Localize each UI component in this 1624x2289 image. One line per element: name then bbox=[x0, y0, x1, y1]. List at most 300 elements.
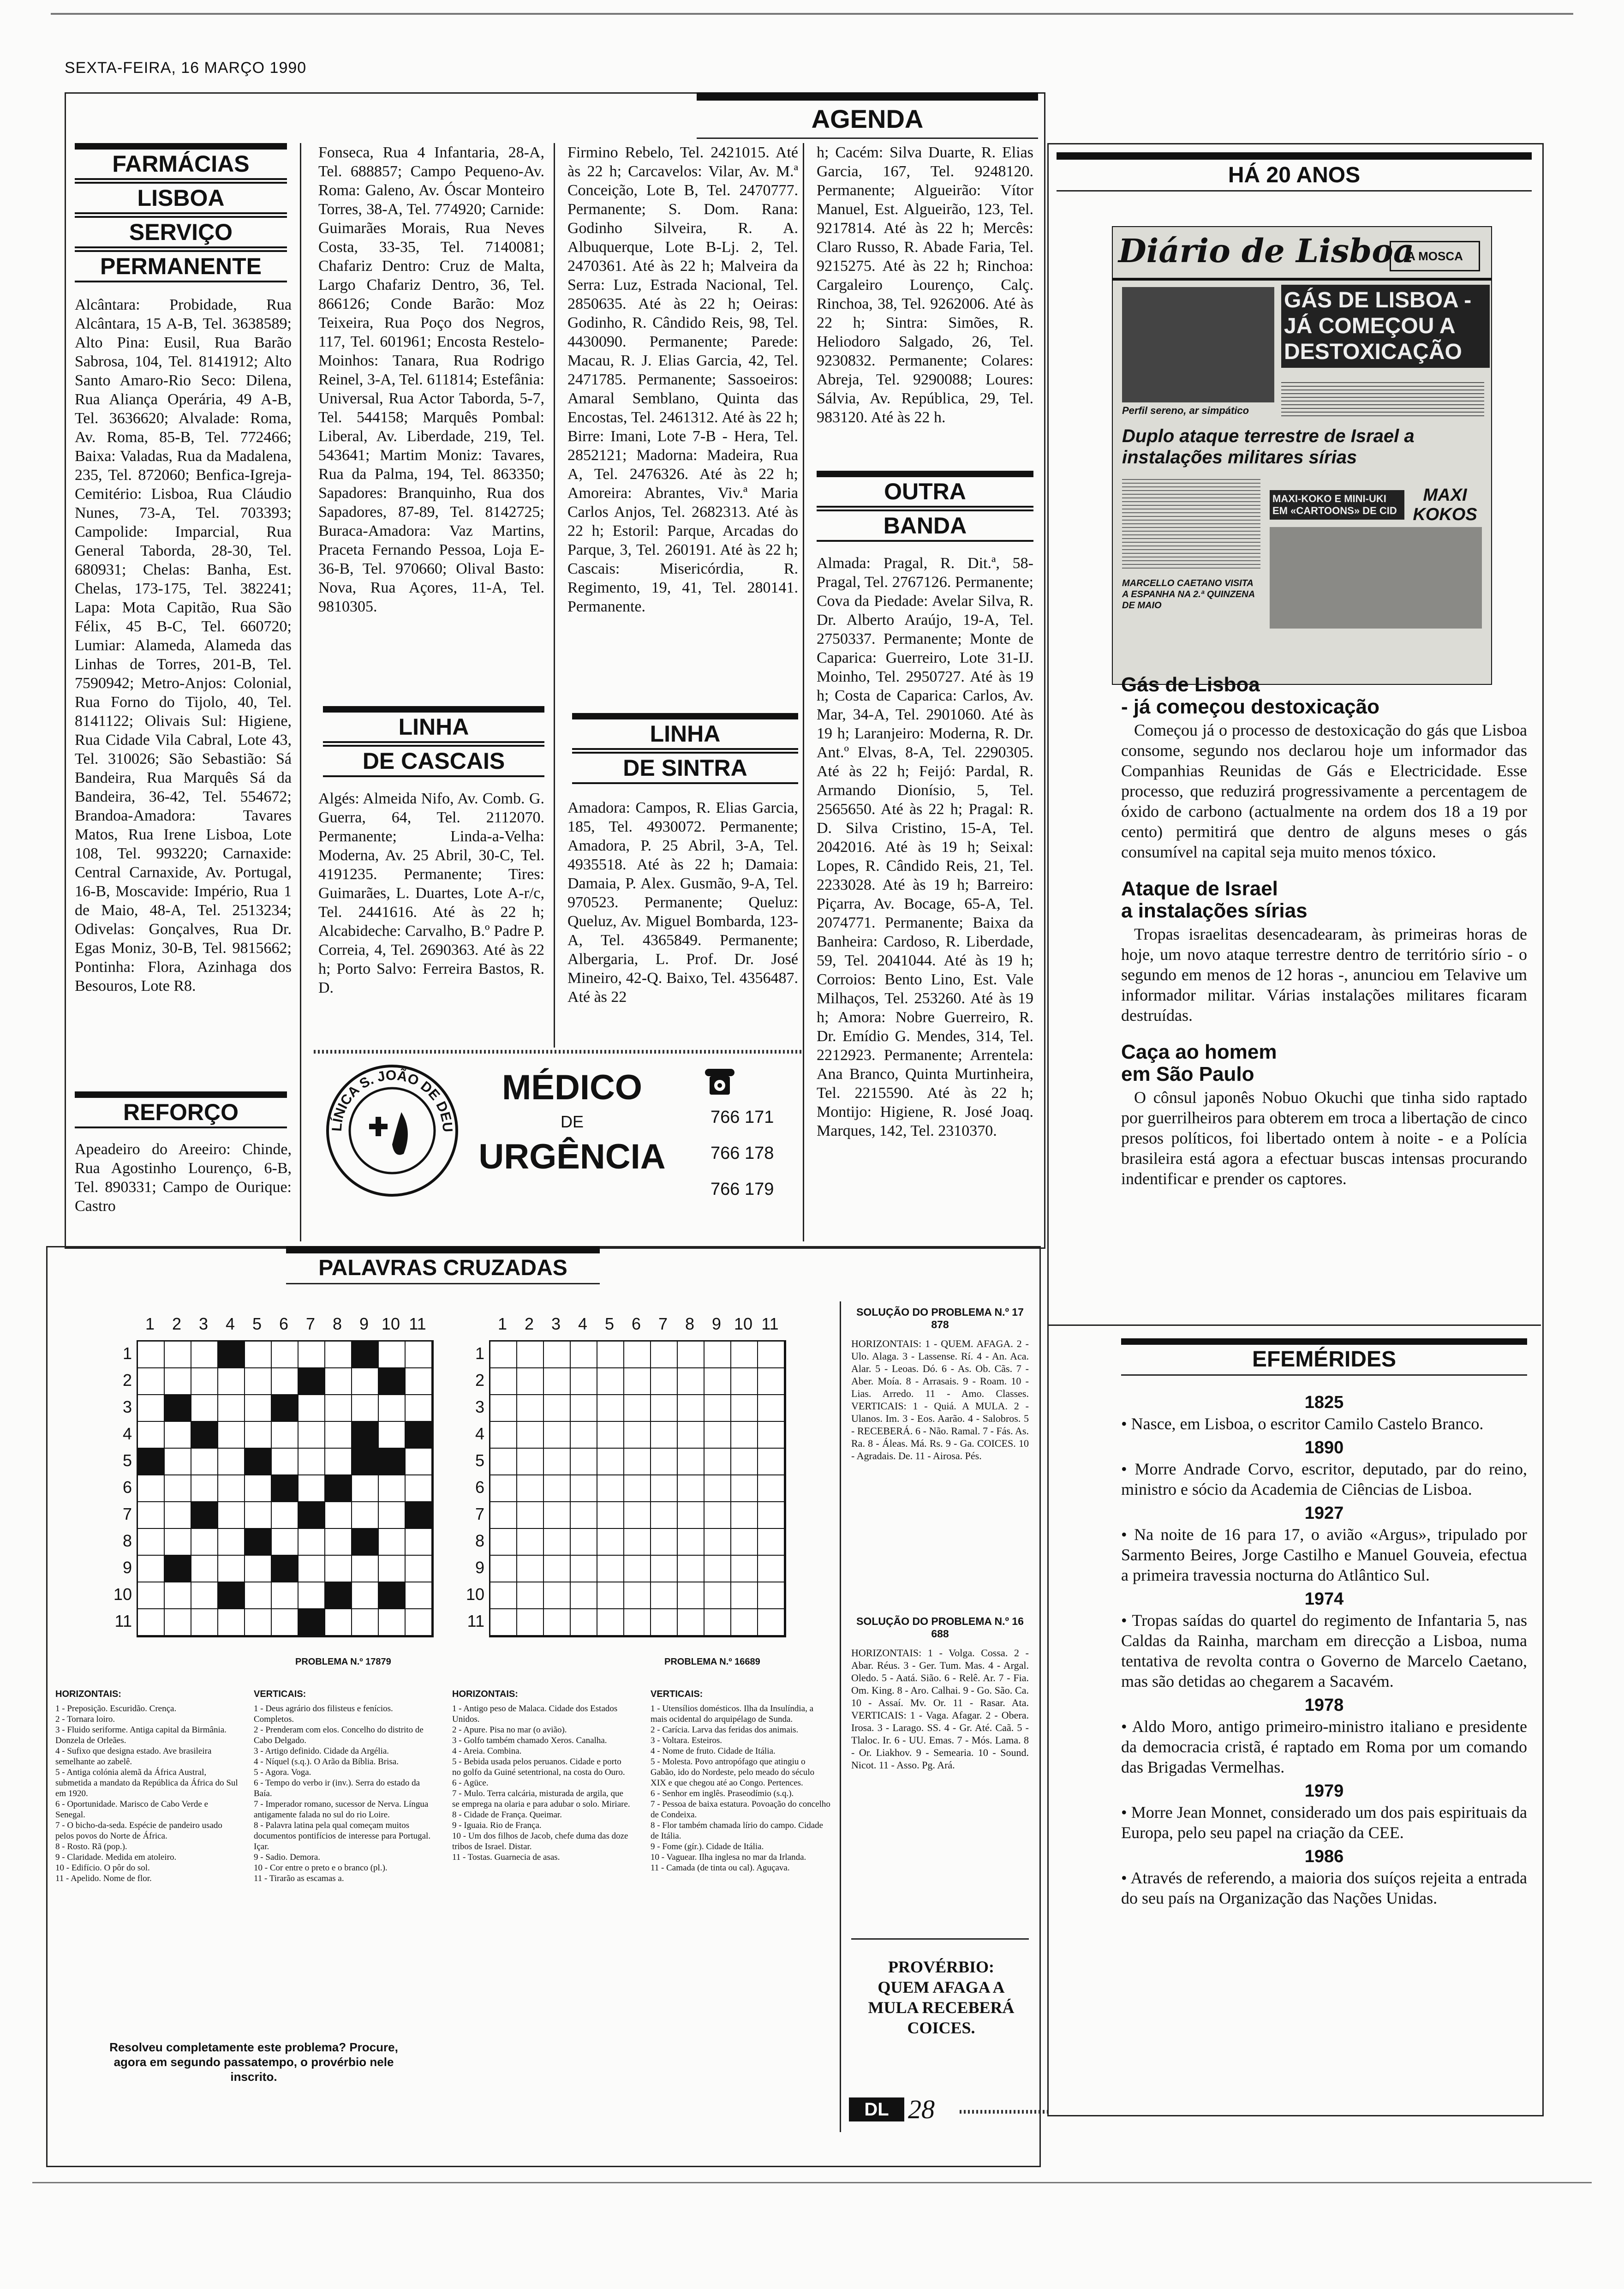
crossword-cell[interactable] bbox=[299, 1395, 325, 1422]
crossword-cell[interactable] bbox=[165, 1529, 191, 1556]
crossword-cell[interactable] bbox=[352, 1582, 379, 1609]
crossword-clue: 1 - Deus agrário dos filisteus e fenícios. Completos. bbox=[254, 1704, 393, 1724]
crossword-cell[interactable] bbox=[299, 1422, 325, 1449]
crossword-cell[interactable] bbox=[165, 1609, 191, 1636]
crossword-cell[interactable] bbox=[218, 1368, 245, 1395]
grid-row-number: 9 bbox=[122, 1558, 132, 1577]
crossword-cell bbox=[218, 1582, 245, 1609]
crossword-cell[interactable] bbox=[218, 1422, 245, 1449]
cascais-header bbox=[323, 706, 544, 779]
crossword-cell[interactable] bbox=[406, 1449, 432, 1475]
crossword-cell[interactable] bbox=[352, 1556, 379, 1582]
crossword-cell[interactable] bbox=[651, 1556, 678, 1582]
crossword-cell[interactable] bbox=[624, 1502, 651, 1529]
crossword-clue: 2 - Apure. Pisa no mar (o avião). bbox=[452, 1725, 567, 1735]
crossword-cell[interactable] bbox=[406, 1609, 432, 1636]
crossword-cell[interactable] bbox=[138, 1342, 165, 1368]
crossword-cell[interactable] bbox=[272, 1609, 299, 1636]
crossword-cell[interactable] bbox=[352, 1395, 379, 1422]
crossword-cell[interactable] bbox=[490, 1582, 517, 1609]
solution-1-title: SOLUÇÃO DO PROBLEMA N.º 17 878 bbox=[856, 1306, 1024, 1330]
efemeride-text: • Através de referendo, a maioria dos suíços rejeita a entrada do seu país na Organização das Nações Unidas. bbox=[1121, 1869, 1527, 1907]
grid-row-number: 2 bbox=[475, 1371, 484, 1390]
crossword-cell[interactable] bbox=[191, 1582, 218, 1609]
crossword-cell[interactable] bbox=[705, 1556, 731, 1582]
crossword-cell[interactable] bbox=[191, 1609, 218, 1636]
crossword-cell[interactable] bbox=[651, 1368, 678, 1395]
crossword-cell[interactable] bbox=[597, 1502, 624, 1529]
crossword-cell[interactable] bbox=[678, 1529, 705, 1556]
crossword-cell[interactable] bbox=[379, 1342, 406, 1368]
crossword-cell[interactable] bbox=[165, 1449, 191, 1475]
sintra-cont: h; Cacém: Silva Duarte, R. Elias Garcia, 167, Tel. 9248120. Permanente; Algueirão: Vítor Manuel, Est. Algueirão, 123, Tel. 9217814. Até às 22 h; Mercês: Claro Russo, R. Abade Faria, Tel. 9215275. Até às 22 h; Rinchoa: Cargaleiro Lourenço, Calç. Rinchoa, 38, Tel. 9262006. Até às 22 h; Sintra: Simões, R. Heliodoro Salgado, 26, Tel. 9230832. Permanente; Colares: Abreja, Tel. 9290088; Loures: Sálvia, Av. República, 29, Tel. 983120. Até às 22 h. bbox=[817, 144, 1033, 426]
crossword-cell[interactable] bbox=[245, 1422, 272, 1449]
crossword-cell[interactable] bbox=[218, 1395, 245, 1422]
grid-row-number: 4 bbox=[475, 1424, 484, 1443]
crossword-cell[interactable] bbox=[218, 1556, 245, 1582]
crossword-cell[interactable] bbox=[191, 1342, 218, 1368]
grid-column-number: 1 bbox=[145, 1314, 155, 1333]
crossword-cell bbox=[299, 1502, 325, 1529]
crossword-cell[interactable] bbox=[624, 1556, 651, 1582]
farmacias-title-2: LISBOA bbox=[75, 182, 287, 214]
crossword-cell[interactable] bbox=[272, 1368, 299, 1395]
crossword-cell[interactable] bbox=[299, 1475, 325, 1502]
sintra-title-2: DE SINTRA bbox=[572, 752, 798, 784]
reforco-header bbox=[75, 1091, 287, 1130]
crossword-cell[interactable] bbox=[624, 1395, 651, 1422]
crossword-cell[interactable] bbox=[490, 1449, 517, 1475]
crossword-clue: 4 - Sufixo que designa estado. Ave brasileira semelhante ao zabelê. bbox=[55, 1746, 212, 1767]
crossword-cell[interactable] bbox=[406, 1582, 432, 1609]
crossword-clue: 6 - Senhor em inglês. Praseodímio (s.q.). bbox=[651, 1789, 794, 1798]
crossword-cell[interactable] bbox=[624, 1609, 651, 1636]
crossword-cell[interactable] bbox=[544, 1582, 571, 1609]
crossword-cell[interactable] bbox=[138, 1582, 165, 1609]
crossword-cell[interactable] bbox=[544, 1475, 571, 1502]
crossword-cell[interactable] bbox=[624, 1422, 651, 1449]
crossword-cell[interactable] bbox=[571, 1502, 597, 1529]
page-logo-text: DL bbox=[864, 2099, 889, 2120]
crossword-cell[interactable] bbox=[678, 1449, 705, 1475]
crossword-cell[interactable] bbox=[191, 1395, 218, 1422]
crossword-cell[interactable] bbox=[597, 1342, 624, 1368]
crossword-cell[interactable] bbox=[138, 1368, 165, 1395]
crossword-cell[interactable] bbox=[245, 1368, 272, 1395]
crossword-cell[interactable] bbox=[731, 1582, 758, 1609]
crossword-clue: 11 - Apelido. Nome de flor. bbox=[55, 1874, 152, 1883]
crossword-cell[interactable] bbox=[758, 1529, 785, 1556]
efemeride-year: 1890 bbox=[1304, 1438, 1344, 1457]
crossword-title-rule bbox=[286, 1246, 600, 1253]
crossword-cell[interactable] bbox=[299, 1342, 325, 1368]
crossword-cell[interactable] bbox=[597, 1395, 624, 1422]
crossword-cell bbox=[165, 1556, 191, 1582]
crossword-cell[interactable] bbox=[352, 1502, 379, 1529]
crossword-cell[interactable] bbox=[325, 1368, 352, 1395]
crossword-cell[interactable] bbox=[705, 1502, 731, 1529]
crossword-cell[interactable] bbox=[218, 1529, 245, 1556]
crossword-clue: 1 - Utensílios domésticos. Ilha da Insulíndia, a mais ocidental do arquipélago de Sunda. bbox=[651, 1704, 814, 1724]
crossword-cell[interactable] bbox=[138, 1556, 165, 1582]
crossword-cell[interactable] bbox=[325, 1449, 352, 1475]
reforco-text: Apeadeiro do Areeiro: Chinde, Rua Agostinho Lourenço, 6-B, Tel. 890331; Campo de Ourique: Castro bbox=[75, 1141, 292, 1215]
efemeride-text: • Morre Jean Monnet, considerado um dos pais espirituais da Europa, pelo seu papel na criação da CEE. bbox=[1121, 1803, 1527, 1842]
crossword-cell[interactable] bbox=[571, 1449, 597, 1475]
crossword-cell[interactable] bbox=[544, 1368, 571, 1395]
crossword-cell[interactable] bbox=[272, 1582, 299, 1609]
crossword-cell[interactable] bbox=[299, 1556, 325, 1582]
crossword-cell[interactable] bbox=[325, 1529, 352, 1556]
crossword-cell[interactable] bbox=[571, 1475, 597, 1502]
crossword-cell[interactable] bbox=[325, 1342, 352, 1368]
crossword-cell[interactable] bbox=[517, 1556, 544, 1582]
solution-2-title: SOLUÇÃO DO PROBLEMA N.º 16 688 bbox=[856, 1615, 1024, 1640]
crossword-cell[interactable] bbox=[138, 1529, 165, 1556]
crossword-cell[interactable] bbox=[731, 1422, 758, 1449]
crossword-cell[interactable] bbox=[705, 1609, 731, 1636]
crossword-cell[interactable] bbox=[165, 1422, 191, 1449]
crossword-cell[interactable] bbox=[544, 1422, 571, 1449]
crossword-cell[interactable] bbox=[245, 1475, 272, 1502]
clipping-side-box: A MOSCA bbox=[1390, 241, 1480, 271]
grid-column-number: 9 bbox=[359, 1314, 369, 1333]
crossword-cell[interactable] bbox=[517, 1475, 544, 1502]
crossword-cell[interactable] bbox=[517, 1395, 544, 1422]
crossword-cell[interactable] bbox=[245, 1395, 272, 1422]
crossword-cell[interactable] bbox=[379, 1556, 406, 1582]
crossword-cell[interactable] bbox=[705, 1449, 731, 1475]
cascais-title-1: LINHA bbox=[323, 706, 544, 743]
crossword-cell[interactable] bbox=[544, 1529, 571, 1556]
crossword-cell[interactable] bbox=[731, 1609, 758, 1636]
grid-row-number: 10 bbox=[466, 1585, 484, 1604]
crossword-cell[interactable] bbox=[272, 1342, 299, 1368]
crossword-cell[interactable] bbox=[490, 1368, 517, 1395]
crossword-cell bbox=[138, 1449, 165, 1475]
crossword-cell[interactable] bbox=[138, 1395, 165, 1422]
crossword-cell[interactable] bbox=[571, 1529, 597, 1556]
crossword-cell[interactable] bbox=[379, 1475, 406, 1502]
crossword-cell[interactable] bbox=[245, 1609, 272, 1636]
grid-row-number: 7 bbox=[475, 1504, 484, 1523]
article-israel-text: Tropas israelitas desencadearam, às primeiras horas de hoje, um novo ataque terrestre dentro de território sírio - o segundo em menos de 12 horas -, anunciou em Telavive um informador militar. Várias instalações militares ficaram destruídas. bbox=[1121, 925, 1527, 1025]
crossword-cell[interactable] bbox=[299, 1529, 325, 1556]
crossword-cell[interactable] bbox=[651, 1342, 678, 1368]
crossword-cell[interactable] bbox=[379, 1422, 406, 1449]
crossword-cell[interactable] bbox=[218, 1502, 245, 1529]
crossword-cell[interactable] bbox=[571, 1609, 597, 1636]
crossword-cell[interactable] bbox=[544, 1395, 571, 1422]
crossword-cell[interactable] bbox=[597, 1529, 624, 1556]
crossword-clue: 5 - Agora. Voga. bbox=[254, 1768, 311, 1777]
clues-v1-title: VERTICAIS: bbox=[254, 1689, 306, 1699]
crossword-cell[interactable] bbox=[758, 1368, 785, 1395]
crossword-cell[interactable] bbox=[325, 1556, 352, 1582]
efemeride-text: • Morre Andrade Corvo, escritor, deputado, par do reino, ministro e sócio da Academia de Ciências de Lisboa. bbox=[1121, 1460, 1527, 1498]
crossword-cell bbox=[406, 1502, 432, 1529]
crossword-cell[interactable] bbox=[651, 1475, 678, 1502]
crossword-clue: 1 - Preposição. Escuridão. Crença. bbox=[55, 1704, 177, 1714]
proverbio: PROVÉRBIO: QUEM AFAGA A MULA RECEBERÁ COICES. bbox=[868, 1958, 1015, 2037]
crossword-cell[interactable] bbox=[517, 1449, 544, 1475]
crossword-cell[interactable] bbox=[406, 1475, 432, 1502]
crossword-clue: 5 - Antiga colónia alemã da África Austral, submetida a mandato da República da África do Sul em 1920. bbox=[55, 1768, 238, 1798]
crossword-cell[interactable] bbox=[571, 1556, 597, 1582]
crossword-cell[interactable] bbox=[678, 1395, 705, 1422]
crossword-cell[interactable] bbox=[758, 1395, 785, 1422]
crossword-cell[interactable] bbox=[191, 1475, 218, 1502]
crossword-cell[interactable] bbox=[218, 1609, 245, 1636]
crossword-clue: 10 - Edifício. O pôr do sol. bbox=[55, 1863, 150, 1873]
crossword-cell[interactable] bbox=[731, 1449, 758, 1475]
article-sao-paulo bbox=[1121, 1041, 1527, 1189]
grid-row-number: 8 bbox=[475, 1531, 484, 1550]
crossword-cell[interactable] bbox=[758, 1556, 785, 1582]
crossword-cell[interactable] bbox=[731, 1529, 758, 1556]
grid-column-number: 3 bbox=[551, 1314, 561, 1333]
crossword-cell[interactable] bbox=[138, 1609, 165, 1636]
crossword-cell[interactable] bbox=[571, 1368, 597, 1395]
phone-2: 766 178 bbox=[710, 1144, 774, 1163]
crossword-cell[interactable] bbox=[245, 1502, 272, 1529]
efemerides-title-underline bbox=[1121, 1374, 1527, 1376]
crossword-cell[interactable] bbox=[406, 1395, 432, 1422]
crossword-cell[interactable] bbox=[544, 1502, 571, 1529]
crossword-cell[interactable] bbox=[705, 1395, 731, 1422]
crossword-cell[interactable] bbox=[165, 1475, 191, 1502]
crossword-cell[interactable] bbox=[352, 1475, 379, 1502]
crossword-cell[interactable] bbox=[758, 1502, 785, 1529]
cascais-cont: Firmino Rebelo, Tel. 2421015. Até às 22 h; Carcavelos: Vilar, Av. M.ª Conceição, Lote B, Tel. 2470777. Permanente; S. Dom. Rana: Godinho Silveira, R. A. Albuquerque, Lote B-Lj. 2, Tel. 2470361. Até às 22 h; Malveira da Serra: Luz, Estrada Nacional, Tel. 2850635. Até às 22 h; Oeiras: Godinho, R. Cândido Reis, 98, Tel. 4430090. Permanente; Parede: Macau, R. J. Elias Garcia, 42, Tel. 2471785. Permanente; Sassoeiros: Amaral Semblano, Quinta das Encostas, Tel. 2461312. Até às 22 h; Birre: Imani, Lote 7-B - Hera, Tel. 2852121; Madorna: Madeira, Rua A, Tel. 2476326. Até às 22 h; Amoreira: Abrantes, Viv.ª Maria Carlos Anjos, Tel. 2682313. Até às 22 h; Estoril: Parque, Arcadas do Parque, 3, Tel. 260191. Até às 22 h; Cascais: Misericórdia, R. Regimento, 19, 41, Tel. 280141. Permanente. bbox=[567, 144, 798, 615]
crossword-cell[interactable] bbox=[651, 1529, 678, 1556]
crossword-cell[interactable] bbox=[325, 1395, 352, 1422]
crossword-cell bbox=[299, 1609, 325, 1636]
crossword-cell[interactable] bbox=[272, 1449, 299, 1475]
dateline: SEXTA-FEIRA, 16 MARÇO 1990 bbox=[65, 59, 307, 77]
crossword-cell[interactable] bbox=[758, 1342, 785, 1368]
grid-row-number: 1 bbox=[122, 1344, 132, 1363]
crossword-cell[interactable] bbox=[245, 1582, 272, 1609]
efemeride-year: 1978 bbox=[1304, 1696, 1344, 1715]
crossword-cell[interactable] bbox=[406, 1368, 432, 1395]
crossword-cell[interactable] bbox=[731, 1502, 758, 1529]
crossword-cell[interactable] bbox=[517, 1368, 544, 1395]
grid-column-number: 10 bbox=[381, 1314, 400, 1333]
crossword-cell[interactable] bbox=[191, 1368, 218, 1395]
crossword-cell[interactable] bbox=[218, 1449, 245, 1475]
efemeride-year: 1825 bbox=[1304, 1393, 1344, 1412]
crossword-cell[interactable] bbox=[544, 1342, 571, 1368]
crossword-cell[interactable] bbox=[490, 1556, 517, 1582]
crossword-cell[interactable] bbox=[352, 1368, 379, 1395]
crossword-cell[interactable] bbox=[245, 1556, 272, 1582]
crossword-cell[interactable] bbox=[544, 1609, 571, 1636]
crossword-cell[interactable] bbox=[731, 1556, 758, 1582]
crossword-cell[interactable] bbox=[705, 1582, 731, 1609]
crossword-cell[interactable] bbox=[651, 1582, 678, 1609]
grid-column-number: 4 bbox=[225, 1314, 235, 1333]
crossword-cell[interactable] bbox=[379, 1529, 406, 1556]
crossword-cell[interactable] bbox=[325, 1609, 352, 1636]
crossword-cell[interactable] bbox=[272, 1422, 299, 1449]
sintra-text: Amadora: Campos, R. Elias Garcia, 185, Tel. 4930072. Permanente; Amadora, P. 25 Abril, 3-A, Tel. 4935518. Até às 22 h; Damaia: Damaia, P. Alex. Gusmão, 9-A, Tel. 970523. Permanente; Queluz: Queluz, Av. Miguel Bombarda, 123-A, Tel. 4365849. Permanente; Albergaria, L. Prof. Dr. José Mineiro, 42-Q. Baixo, Tel. 4356487. Até às 22 bbox=[567, 799, 798, 1006]
crossword-cell[interactable] bbox=[379, 1395, 406, 1422]
crossword-clue: 2 - Carícia. Larva das feridas dos animais. bbox=[651, 1725, 799, 1735]
crossword-cell[interactable] bbox=[597, 1609, 624, 1636]
crossword-cell[interactable] bbox=[678, 1556, 705, 1582]
crossword-cell[interactable] bbox=[651, 1609, 678, 1636]
crossword-cell bbox=[272, 1556, 299, 1582]
crossword-cell[interactable] bbox=[678, 1475, 705, 1502]
crossword-cell[interactable] bbox=[651, 1449, 678, 1475]
crossword-cell[interactable] bbox=[490, 1475, 517, 1502]
clipping-headline-1: GÁS DE LISBOA -JÁ COMEÇOU A DESTOXICAÇÃO bbox=[1281, 285, 1490, 368]
cascais-title-2: DE CASCAIS bbox=[323, 745, 544, 777]
crossword-cell[interactable] bbox=[731, 1368, 758, 1395]
crossword-cell[interactable] bbox=[406, 1342, 432, 1368]
crossword-cell[interactable] bbox=[597, 1582, 624, 1609]
crossword-cell[interactable] bbox=[352, 1609, 379, 1636]
article-sao-paulo-text: O cônsul japonês Nobuo Okuchi que tinha sido raptado por guerrilheiros para obterem em troca a libertação de cinco presos políticos, foi libertado ontem à noite - e a Polícia brasileira está agora a efectuar buscas intensas procurando indentificar e prender os captores. bbox=[1121, 1088, 1527, 1188]
crossword-cell[interactable] bbox=[571, 1582, 597, 1609]
crossword-cell[interactable] bbox=[517, 1582, 544, 1609]
grid-row-number: 3 bbox=[122, 1397, 132, 1416]
crossword-cell[interactable] bbox=[165, 1582, 191, 1609]
efemeride-year: 1979 bbox=[1304, 1781, 1344, 1801]
crossword-cell[interactable] bbox=[272, 1502, 299, 1529]
crossword-cell[interactable] bbox=[165, 1342, 191, 1368]
crossword-cell[interactable] bbox=[731, 1342, 758, 1368]
crossword-cell[interactable] bbox=[138, 1475, 165, 1502]
crossword-cell[interactable] bbox=[678, 1368, 705, 1395]
crossword-cell[interactable] bbox=[571, 1422, 597, 1449]
crossword-cell[interactable] bbox=[299, 1582, 325, 1609]
crossword-cell[interactable] bbox=[678, 1422, 705, 1449]
crossword-cell[interactable] bbox=[705, 1422, 731, 1449]
crossword-cell[interactable] bbox=[325, 1422, 352, 1449]
crossword-grid-2[interactable] bbox=[489, 1340, 786, 1637]
crossword-cell[interactable] bbox=[624, 1475, 651, 1502]
crossword-cell[interactable] bbox=[597, 1449, 624, 1475]
grid-column-number: 2 bbox=[172, 1314, 182, 1333]
crossword-cell[interactable] bbox=[490, 1502, 517, 1529]
crossword-cell[interactable] bbox=[678, 1582, 705, 1609]
crossword-cell[interactable] bbox=[299, 1449, 325, 1475]
crossword-cell[interactable] bbox=[651, 1395, 678, 1422]
crossword-title: PALAVRAS CRUZADAS bbox=[318, 1256, 567, 1280]
crossword-cell[interactable] bbox=[218, 1475, 245, 1502]
crossword-cell[interactable] bbox=[138, 1422, 165, 1449]
crossword-cell[interactable] bbox=[517, 1342, 544, 1368]
crossword-clue: 4 - Nome de fruto. Cidade de Itália. bbox=[651, 1746, 776, 1756]
crossword-clue: 5 - Molesta. Povo antropófago que atingiu o Gabão, ido do Nordeste, pelo meado do século XIX e que chegou até ao Congo. Pertences. bbox=[651, 1757, 815, 1788]
crossword-clue: 8 - Palavra latina pela qual começam muitos documentos pontifícios de interesse para Portugal. Içar. bbox=[254, 1821, 431, 1852]
article-sao-paulo-title: Caça ao homem em São Paulo bbox=[1121, 1041, 1277, 1085]
crossword-cell[interactable] bbox=[651, 1502, 678, 1529]
grid-row-number: 1 bbox=[475, 1344, 484, 1363]
reforco-title: REFORÇO bbox=[75, 1091, 287, 1128]
solution-2-text: HORIZONTAIS: 1 - Volga. Cossa. 2 - Abar. Réus. 3 - Ger. Tum. Mas. 4 - Argal. Oledo. 5 - Aatá. Sião. 6 - Relê. Ar. 7 - Fia. Om. King. 8 - Aro. Calhai. 9 - Go. São. Ca. 10 - Assaí. Mv. Or. 11 - Rasar. Ata. VERTICAIS: 1 - Vaga. Afagar. 2 - Obera. Irosa. 3 - Larago. SS. 4 - Gr. Até. Caã. 5 - Tlaloc. Ir. 6 - UU. Emas. 7 - Mós. Lama. 8 - Or. Liakhov. 9 - Semearia. 10 - Sound. Nicot. 11 - Asso. Pg. Ará. bbox=[851, 1647, 1029, 1771]
crossword-cell[interactable] bbox=[379, 1609, 406, 1636]
crossword-cell[interactable] bbox=[165, 1502, 191, 1529]
footer-dotted-rule bbox=[960, 2110, 1047, 2114]
grid-column-number: 7 bbox=[658, 1314, 668, 1333]
crossword-cell[interactable] bbox=[517, 1502, 544, 1529]
crossword-cell[interactable] bbox=[731, 1395, 758, 1422]
crossword-cell[interactable] bbox=[406, 1529, 432, 1556]
clipping-maxi: MAXI KOKOS bbox=[1413, 485, 1477, 524]
outra-banda-title-2: BANDA bbox=[817, 509, 1033, 542]
crossword-cell[interactable] bbox=[705, 1475, 731, 1502]
crossword-cell[interactable] bbox=[624, 1368, 651, 1395]
grid-row-number: 4 bbox=[122, 1424, 132, 1443]
crossword-cell[interactable] bbox=[758, 1582, 785, 1609]
grid-column-number: 9 bbox=[711, 1314, 722, 1333]
crossword-cell[interactable] bbox=[705, 1342, 731, 1368]
crossword-cell[interactable] bbox=[490, 1395, 517, 1422]
crossword-cell[interactable] bbox=[544, 1449, 571, 1475]
crossword-cell[interactable] bbox=[191, 1449, 218, 1475]
crossword-cell[interactable] bbox=[490, 1609, 517, 1636]
crossword-cell[interactable] bbox=[245, 1342, 272, 1368]
crossword-cell[interactable] bbox=[571, 1342, 597, 1368]
crossword-cell[interactable] bbox=[490, 1342, 517, 1368]
crossword-cell[interactable] bbox=[272, 1529, 299, 1556]
crossword-cell[interactable] bbox=[678, 1609, 705, 1636]
crossword-cell[interactable] bbox=[406, 1556, 432, 1582]
crossword-cell[interactable] bbox=[624, 1582, 651, 1609]
crossword-clue: 10 - Cor entre o preto e o branco (pl.). bbox=[254, 1863, 388, 1873]
crossword-cell[interactable] bbox=[731, 1475, 758, 1502]
crossword-cell[interactable] bbox=[138, 1502, 165, 1529]
crossword-cell[interactable] bbox=[571, 1395, 597, 1422]
crossword-cell[interactable] bbox=[678, 1342, 705, 1368]
crossword-cell[interactable] bbox=[758, 1609, 785, 1636]
crossword-cell bbox=[352, 1342, 379, 1368]
crossword-grid-1[interactable] bbox=[137, 1340, 434, 1637]
crossword-cell[interactable] bbox=[597, 1368, 624, 1395]
crossword-cell[interactable] bbox=[379, 1502, 406, 1529]
crossword-cell[interactable] bbox=[705, 1529, 731, 1556]
crossword-cell[interactable] bbox=[191, 1529, 218, 1556]
crossword-cell[interactable] bbox=[597, 1475, 624, 1502]
crossword-cell[interactable] bbox=[758, 1475, 785, 1502]
col-divider-2 bbox=[554, 143, 555, 1048]
crossword-cell[interactable] bbox=[517, 1609, 544, 1636]
crossword-cell[interactable] bbox=[758, 1449, 785, 1475]
crossword-cell[interactable] bbox=[758, 1422, 785, 1449]
crossword-cell[interactable] bbox=[624, 1449, 651, 1475]
crossword-cell[interactable] bbox=[678, 1502, 705, 1529]
crossword-cell[interactable] bbox=[517, 1529, 544, 1556]
crossword-cell[interactable] bbox=[517, 1422, 544, 1449]
crossword-cell[interactable] bbox=[191, 1556, 218, 1582]
crossword-cell[interactable] bbox=[325, 1502, 352, 1529]
crossword-clue: 7 - Mulo. Terra calcária, misturada de argila, que se emprega na olaria e para adubar o solo. Miriare. bbox=[452, 1789, 630, 1809]
crossword-cell[interactable] bbox=[544, 1556, 571, 1582]
crossword-cell[interactable] bbox=[165, 1368, 191, 1395]
crossword-cell[interactable] bbox=[705, 1368, 731, 1395]
crossword-cell[interactable] bbox=[651, 1422, 678, 1449]
crossword-cell[interactable] bbox=[490, 1529, 517, 1556]
crossword-cell[interactable] bbox=[597, 1422, 624, 1449]
crossword-cell[interactable] bbox=[597, 1556, 624, 1582]
solution-1-text: HORIZONTAIS: 1 - QUEM. AFAGA. 2 - Ulo. Alaga. 3 - Lassense. Rí. 4 - An. Aca. Alar. 5 - Leoas. Dó. 6 - As. Ob. Cãs. 7 - Aber. Moía. 8 - Arrasais. 9 - Roam. 10 - Lias. Arredo. 11 - Amo. Classes. VERTICAIS: 1 - Quiá. A MULA. 2 - Ulanos. Im. 3 - Eos. Aarão. 4 - Salobros. 5 - RECEBERÁ. 6 - Não. Ramal. 7 - Fás. As. Ra. 8 - Áleas. Má. Rs. 9 - Ga. COICES. 10 - Agradais. De. 11 - Airosa. Pés. bbox=[851, 1338, 1029, 1462]
crossword-cell[interactable] bbox=[624, 1342, 651, 1368]
crossword-cell[interactable] bbox=[624, 1529, 651, 1556]
crossword-cell[interactable] bbox=[490, 1422, 517, 1449]
